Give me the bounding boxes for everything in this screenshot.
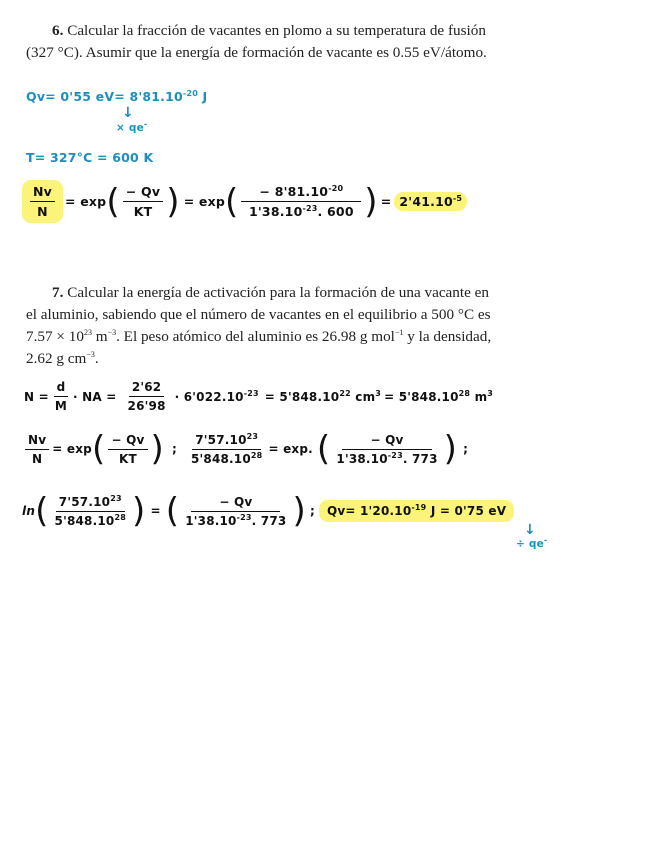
p6-result-highlight: $2'41.10^{-5}$ [394, 192, 467, 211]
problem-6-line2: (327 °C). Asumir que la energía de formación de vacante es 0.55 eV/átomo. [26, 44, 487, 61]
qv-over-kt: $\frac{- Qv}{KT}$ [123, 184, 163, 219]
problem-6-number: 6. [52, 22, 64, 39]
problem-7-statement: 7. Calcular la energía de activación para la formación de una vacante en el aluminio, sabiendo que el número de vacantes en el equilibrio a 500 °C es $7.57 \times 10^{23}$ $m^{-3}$. El peso atómico del aluminio es 26.98 g mol$^{-1}$ y la densidad, 2.62 g $cm^{-3}$. [26, 284, 492, 367]
p7-result-highlight: $Qv= 1'20.10^{-19}$ J = 0'75 eV [319, 500, 514, 522]
down-arrow-icon: ↓ [122, 105, 134, 121]
down-arrow-icon: ↓ [524, 522, 536, 538]
qv-energy-line: Qv= 0'55 $eV= 8'81.10^{-20}$ J [26, 88, 208, 104]
problem-7-number: 7. [52, 284, 64, 301]
p7-ln-equation: ln ( $\frac{7'57.10^{23}}{5'848.10^{28}}$ ) = ( $\frac{- Qv}{1'38.10^{-23}. 773}$ ) ; $Qv= 1'20.10^{-19}$ J = 0'75 eV [22, 494, 514, 528]
p7-exp-equation: $\frac{Nv}{N}$ = exp ( $\frac{- Qv}{KT}$ ) ; $\frac{7'57.10^{23}}{5'848.10^{28}}$ = exp. ( $\frac{- Qv}{1'38.10^{-23}. 773}$ ) ; [22, 432, 468, 466]
temperature-line: T= 327°C = 600 K [26, 150, 154, 165]
problem-6-statement [26, 20, 616, 64]
numeric-fraction: $\frac{- 8'81.10^{-20}}{1'38.10^{-23}. 600}$ [241, 184, 361, 219]
nv-n-highlight [22, 180, 63, 223]
times-qe-note: × qe- [116, 119, 148, 134]
divide-qe-note: ÷ qe- [516, 535, 548, 550]
p7-n-equation: N = $\frac{d}{M}$ · NA = $\frac{2'62}{26'98}$ · $6'022.10^{-23}$ = $5'848.10^{22}$ $cm^3$ = $5'848.10^{28}$ $m^3$ [24, 380, 494, 413]
problem-6-line1: Calcular la fracción de vacantes en plomo a su temperatura de fusión [67, 22, 486, 39]
nv-over-n: $\frac{Nv}{N}$ [30, 184, 55, 219]
p6-fraction-equation: $\frac{Nv}{N}$ = exp ( $\frac{- Qv}{KT}$ ) = exp ( $\frac{- 8'81.10^{-20}}{1'38.10^{-23}. 600}$ ) = $2'41.10^{-5}$ [22, 180, 467, 223]
